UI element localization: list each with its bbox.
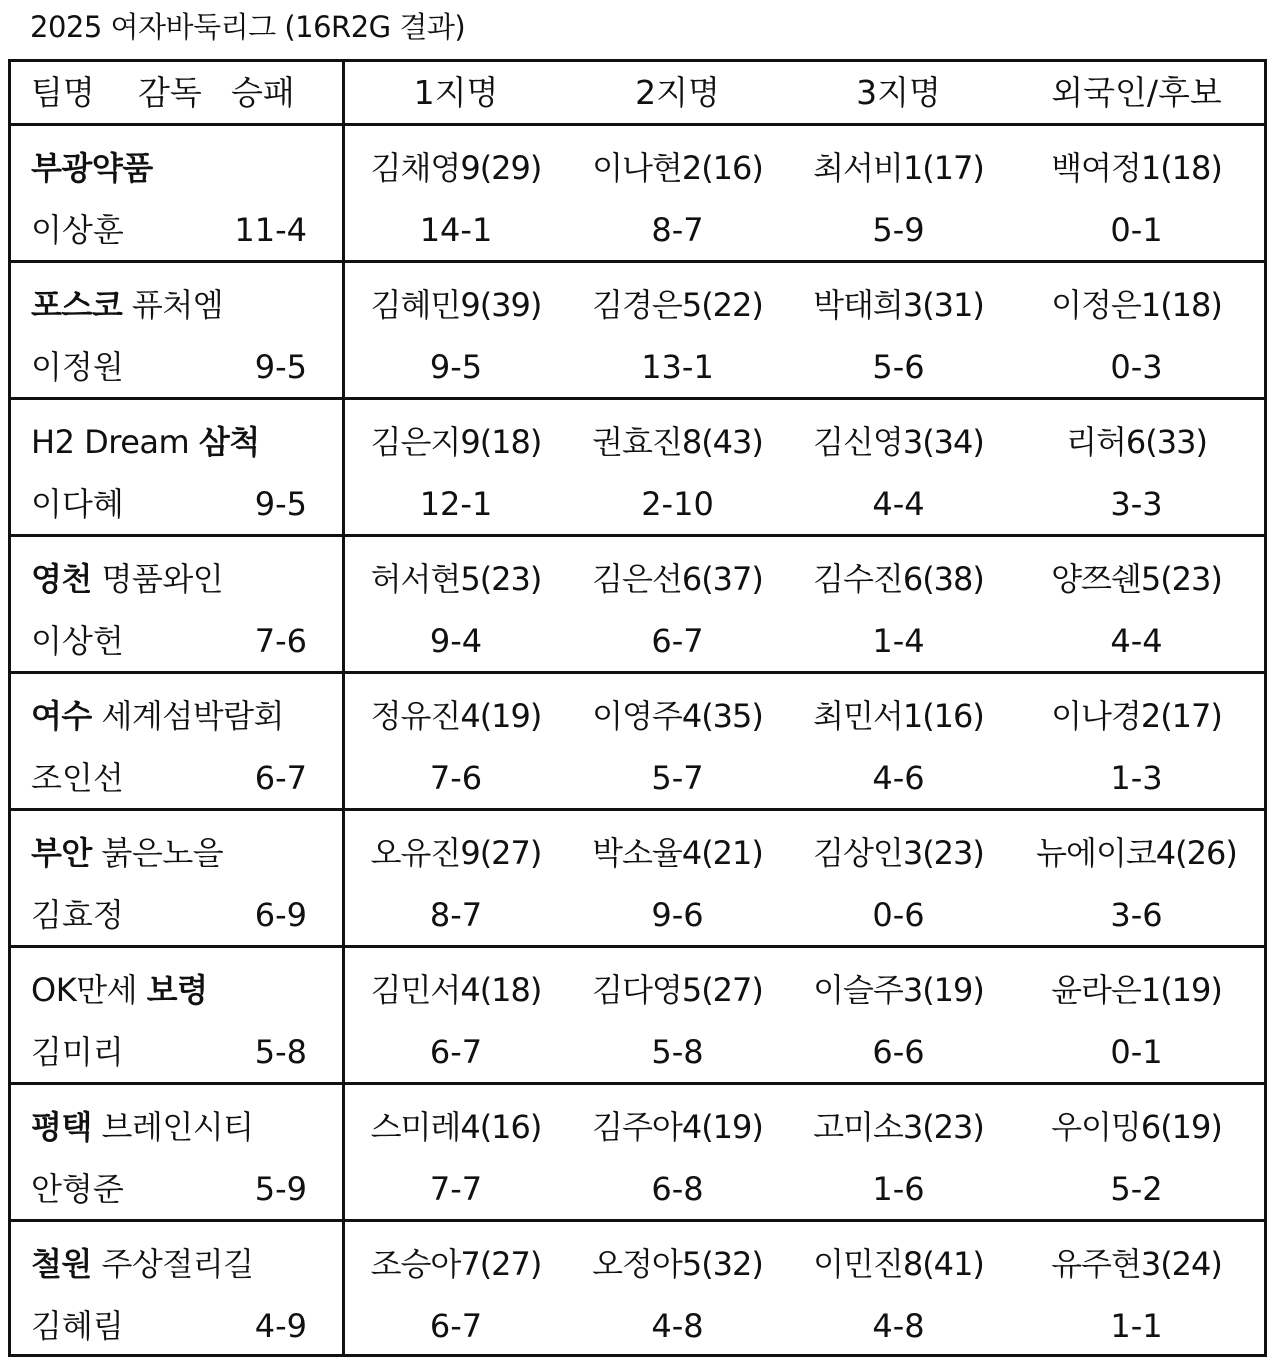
team-name-prefix: OK만세 [31, 971, 147, 1009]
player-record: 8-7 [651, 211, 704, 249]
player-record: 7-7 [429, 1170, 483, 1208]
team-name-rest: 주상절리길 [91, 1245, 254, 1283]
team-name [31, 277, 223, 333]
table-row [11, 537, 1264, 674]
player-record: 3-6 [1110, 896, 1163, 934]
player-name: 윤라은1(19) [1051, 971, 1222, 1009]
player-name: 오정아5(32) [592, 1245, 763, 1283]
player-record: 6-7 [429, 1307, 483, 1345]
player-record: 5-9 [872, 211, 925, 249]
player-record: 9-6 [651, 896, 704, 934]
player-name: 뉴에이코4(26) [1036, 834, 1237, 872]
player-name: 리허6(33) [1066, 423, 1207, 461]
player-name: 이정은1(18) [1051, 286, 1222, 324]
team-name-prefix: H2 Dream [31, 423, 199, 461]
player-name: 김상인3(23) [813, 834, 984, 872]
player-name: 이나경2(17) [1051, 697, 1222, 735]
coach-name: 김효정 [31, 896, 124, 934]
header-foreign-reserve: 외국인/후보 [1051, 73, 1222, 112]
team-name-bold: 여수 [31, 697, 92, 735]
player-name: 고미소3(23) [813, 1108, 984, 1146]
page-title: 2025 여자바둑리그 (16R2G 결과) [30, 10, 466, 44]
table-row [11, 263, 1264, 400]
player-name: 김혜민9(39) [370, 286, 542, 324]
player-record: 7-6 [429, 759, 483, 797]
player-name: 권효진8(43) [592, 423, 763, 461]
team-name-rest: 붉은노을 [91, 834, 224, 872]
player-record: 0-3 [1110, 348, 1163, 386]
team-name-rest: 퓨처엠 [122, 286, 224, 324]
player-name: 정유진4(19) [370, 697, 542, 735]
team-name [31, 688, 284, 744]
coach-name: 이다혜 [31, 485, 124, 523]
team-record: 5-9 [254, 1170, 307, 1208]
team-name-rest: 세계섬박람회 [91, 697, 284, 735]
table-row [11, 126, 1264, 263]
player-record: 1-3 [1110, 759, 1163, 797]
results-table [8, 59, 1267, 1357]
player-record: 5-6 [872, 348, 925, 386]
player-name: 스미레4(16) [370, 1108, 542, 1146]
player-name: 박소율4(21) [592, 834, 763, 872]
player-name: 이슬주3(19) [813, 971, 984, 1009]
player-name: 오유진9(27) [370, 834, 542, 872]
player-record: 9-4 [429, 622, 483, 660]
team-name-rest: 명품와인 [91, 560, 224, 598]
team-record: 11-4 [234, 211, 307, 249]
player-record: 6-8 [651, 1170, 704, 1208]
header-pick-2: 2지명 [635, 73, 720, 112]
player-name: 백여정1(18) [1051, 149, 1222, 187]
player-record: 4-4 [1110, 622, 1163, 660]
coach-name: 이정원 [31, 348, 124, 386]
team-name-bold: 평택 [31, 1108, 92, 1146]
player-record: 12-1 [419, 485, 493, 523]
team-record: 4-9 [254, 1307, 307, 1345]
player-name: 김채영9(29) [370, 149, 542, 187]
player-name: 허서현5(23) [370, 560, 542, 598]
player-record: 5-7 [651, 759, 704, 797]
coach-name: 이상헌 [31, 622, 124, 660]
player-record: 6-6 [872, 1033, 925, 1071]
coach-name: 김혜림 [31, 1307, 124, 1345]
player-name: 김은선6(37) [592, 560, 763, 598]
team-name-bold: 포스코 [31, 286, 123, 324]
team-name-bold: 부안 [31, 834, 92, 872]
coach-name: 안형준 [31, 1170, 124, 1208]
player-name: 최민서1(16) [813, 697, 984, 735]
header-record: 승패 [231, 73, 295, 112]
header-pick-1: 1지명 [413, 73, 499, 112]
table-row [11, 948, 1264, 1085]
player-record: 0-1 [1110, 1033, 1163, 1071]
player-record: 5-2 [1110, 1170, 1163, 1208]
team-name [31, 414, 260, 470]
player-name: 김신영3(34) [813, 423, 984, 461]
player-record: 14-1 [419, 211, 493, 249]
player-record: 1-1 [1110, 1307, 1163, 1345]
table-row [11, 674, 1264, 811]
player-record: 4-4 [872, 485, 925, 523]
coach-name: 이상훈 [31, 211, 124, 249]
team-record: 6-7 [254, 759, 307, 797]
player-name: 양쯔쉔5(23) [1051, 560, 1222, 598]
team-record: 5-8 [254, 1033, 307, 1071]
player-record: 6-7 [429, 1033, 483, 1071]
team-record: 6-9 [254, 896, 307, 934]
player-record: 0-6 [872, 896, 925, 934]
player-record: 3-3 [1110, 485, 1163, 523]
player-record: 0-1 [1110, 211, 1163, 249]
player-name: 최서비1(17) [813, 149, 984, 187]
player-name: 조승아7(27) [370, 1245, 542, 1283]
player-name: 유주현3(24) [1051, 1245, 1222, 1283]
player-record: 9-5 [429, 348, 483, 386]
team-name-bold: 보령 [146, 971, 208, 1009]
player-name: 이민진8(41) [813, 1245, 984, 1283]
team-name [31, 1099, 254, 1155]
table-row [11, 811, 1264, 948]
table-row [11, 1085, 1264, 1222]
coach-name: 조인선 [31, 759, 124, 797]
player-name: 김다영5(27) [592, 971, 763, 1009]
table-header [11, 62, 1264, 126]
player-name: 김경은5(22) [592, 286, 763, 324]
player-name: 이영주4(35) [592, 697, 763, 735]
team-name [31, 1236, 254, 1292]
player-name: 김민서4(18) [370, 971, 542, 1009]
player-record: 2-10 [641, 485, 714, 523]
player-record: 1-4 [872, 622, 925, 660]
team-name-rest: 브레인시티 [91, 1108, 254, 1146]
team-name-bold: 삼척 [198, 423, 260, 461]
player-record: 4-8 [872, 1307, 925, 1345]
header-coach: 감독 [138, 73, 202, 112]
player-record: 4-8 [651, 1307, 704, 1345]
player-record: 4-6 [872, 759, 925, 797]
team-name-bold: 부광약품 [31, 149, 153, 187]
team-name [31, 140, 153, 196]
player-record: 6-7 [651, 622, 704, 660]
table-row [11, 400, 1264, 537]
player-name: 우이밍6(19) [1051, 1108, 1222, 1146]
team-record: 9-5 [254, 485, 307, 523]
player-record: 1-6 [872, 1170, 925, 1208]
team-name-bold: 철원 [31, 1245, 92, 1283]
team-record: 7-6 [254, 622, 307, 660]
team-name [31, 825, 223, 881]
player-name: 이나현2(16) [592, 149, 763, 187]
table-row [11, 1222, 1264, 1359]
team-name-bold: 영천 [31, 560, 92, 598]
player-record: 8-7 [429, 896, 483, 934]
header-team: 팀명 [31, 73, 95, 112]
coach-name: 김미리 [31, 1033, 124, 1071]
player-record: 13-1 [641, 348, 714, 386]
player-name: 박태희3(31) [813, 286, 984, 324]
player-name: 김수진6(38) [813, 560, 984, 598]
player-name: 김은지9(18) [370, 423, 542, 461]
player-name: 김주아4(19) [592, 1108, 763, 1146]
header-pick-3: 3지명 [856, 73, 941, 112]
team-name [31, 551, 223, 607]
team-name [31, 962, 208, 1018]
player-record: 5-8 [651, 1033, 704, 1071]
team-record: 9-5 [254, 348, 307, 386]
